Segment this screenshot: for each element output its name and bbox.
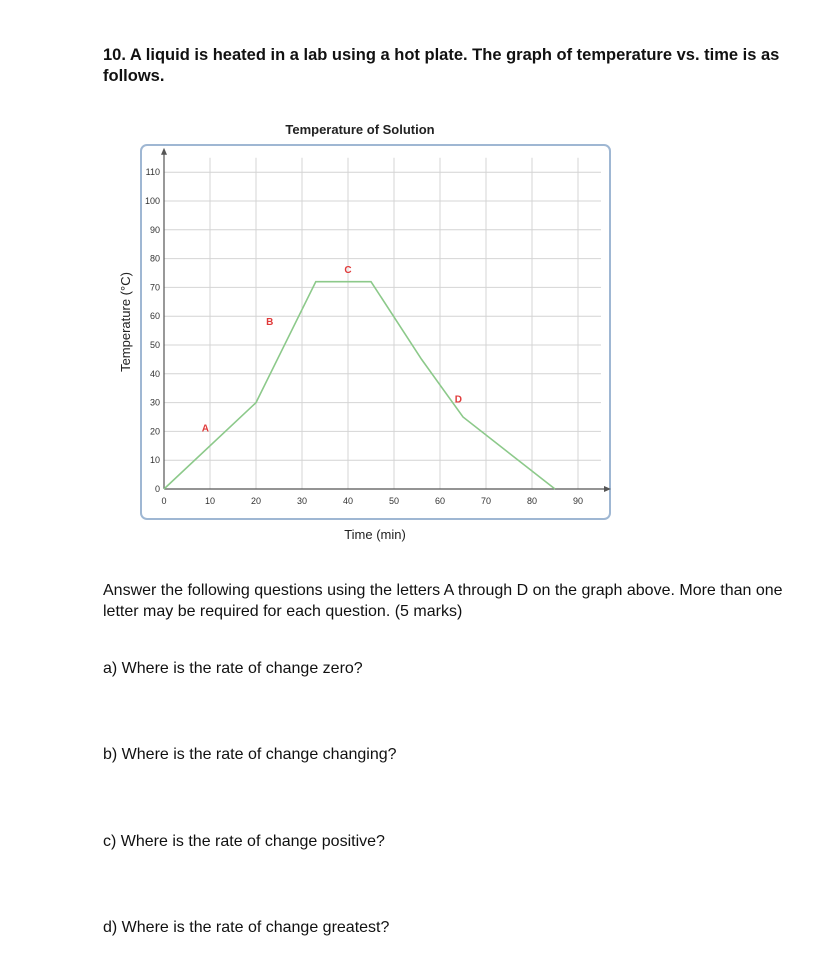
y-tick-label: 0 (154, 484, 160, 494)
y-axis-label: Temperature (°C) (118, 272, 133, 372)
x-tick-label: 10 (204, 496, 216, 506)
segment-label-b: B (266, 316, 274, 328)
question-d: d) Where is the rate of change greatest? (103, 919, 390, 936)
x-tick-label: 0 (161, 496, 167, 506)
y-tick-label: 100 (144, 196, 160, 206)
x-tick-label: 30 (296, 496, 308, 506)
segment-label-c: C (344, 265, 352, 276)
instructions: Answer the following questions using the letters A through D on the graph above. More than one letter may be required for each question. (5 marks) (103, 582, 783, 620)
y-tick-label: 80 (149, 253, 160, 264)
question-c: c) Where is the rate of change positive? (103, 833, 385, 850)
question-b: b) Where is the rate of change changing? (103, 746, 397, 763)
x-tick-label: 60 (434, 496, 446, 506)
question-a: a) Where is the rate of change zero? (103, 660, 363, 677)
y-tick-label: 90 (149, 224, 160, 235)
question-title: 10. A liquid is heated in a lab using a hot plate. The graph of temperature vs. time is as follows. (103, 46, 780, 85)
x-axis-label: Time (min) (344, 527, 406, 542)
y-tick-label: 10 (149, 455, 160, 466)
y-tick-label: 50 (149, 340, 160, 350)
chart-title: Temperature of Solution (285, 122, 435, 137)
y-tick-label: 20 (149, 426, 160, 437)
x-tick-label: 70 (480, 496, 492, 506)
x-tick-label: 50 (388, 496, 400, 506)
y-tick-label: 70 (149, 282, 160, 293)
segment-label-a: A (201, 423, 210, 435)
x-tick-label: 80 (526, 496, 538, 506)
x-tick-label: 90 (572, 496, 584, 506)
y-tick-label: 60 (149, 311, 160, 322)
x-tick-label: 20 (250, 496, 262, 506)
y-tick-label: 30 (149, 397, 160, 408)
y-tick-label: 40 (149, 368, 160, 379)
temperature-chart (108, 112, 628, 552)
segment-label-d: D (454, 394, 463, 406)
x-tick-label: 40 (342, 496, 354, 506)
y-tick-label: 110 (145, 167, 160, 178)
